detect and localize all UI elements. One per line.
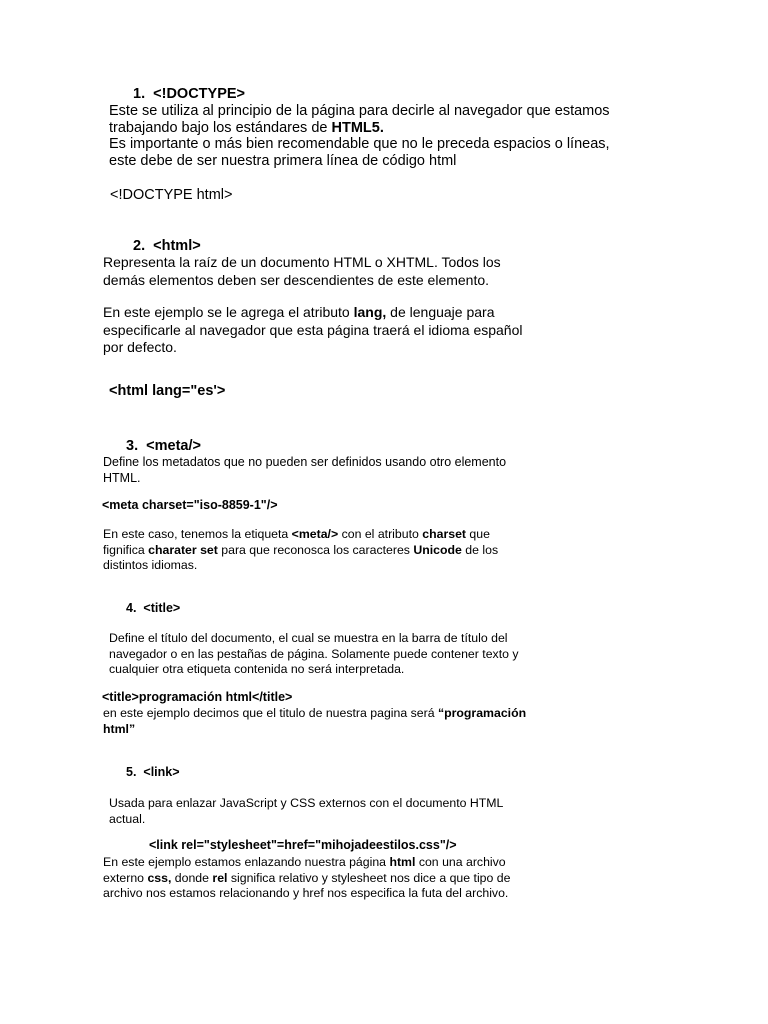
body-line: Define el título del documento, el cual se muestra en la barra de título del <box>109 631 508 645</box>
section-3-body-2 <box>103 527 498 574</box>
body-line: demás elementos deben ser descendientes de este elemento. <box>103 271 490 288</box>
body-line: externo css, donde rel significa relativo y stylesheet nos dice a que tipo de <box>103 870 511 885</box>
section-5-heading: 5. <link> <box>126 765 180 779</box>
body-line: Este se utiliza al principio de la página para decirle al navegador que estamos <box>109 103 610 119</box>
body-line: En este ejemplo se le agrega el atributo lang, de lenguaje para <box>103 304 495 320</box>
section-1-heading <box>133 86 245 103</box>
section-4-body-2 <box>103 706 526 737</box>
body-line: distintos idiomas. <box>103 558 198 573</box>
body-line: cualquier otra etiqueta contenida no será interpretada. <box>109 662 405 677</box>
heading-text: <!DOCTYPE> <box>153 86 246 102</box>
code-sample-3: <meta charset="iso-8859-1"/> <box>102 498 278 512</box>
body-line: navegador o en las pestañas de página. Solamente puede contener texto y <box>109 646 519 661</box>
code-sample-1: <!DOCTYPE html> <box>110 187 233 203</box>
body-line: HTML. <box>103 470 141 485</box>
section-2-heading: 2. <html> <box>133 238 201 254</box>
body-line: html” <box>103 721 136 736</box>
body-line: trabajando bajo los estándares de HTML5. <box>109 119 384 136</box>
section-1-body <box>109 103 610 169</box>
body-line: por defecto. <box>103 339 177 355</box>
body-line: Usada para enlazar JavaScript y CSS externos con el documento HTML <box>109 796 504 810</box>
section-5-body <box>109 796 503 827</box>
body-line: En este caso, tenemos la etiqueta <meta/> con el atributo charset que <box>103 527 490 541</box>
section-5-body-2 <box>103 855 510 902</box>
code-sample-5: <link rel="stylesheet"=href="mihojadeestilos.css"/> <box>149 838 457 852</box>
body-line: Representa la raíz de un documento HTML o XHTML. Todos los <box>103 254 501 270</box>
section-2-body-2 <box>103 304 523 357</box>
section-4-body <box>109 631 519 678</box>
body-line: especificarle al navegador que esta página traerá el idioma español <box>103 321 523 338</box>
section-4-heading: 4. <title> <box>126 601 181 615</box>
body-line: fignifica charater set para que reconosca los caracteres Unicode de los <box>103 542 499 557</box>
body-line: archivo nos estamos relacionando y href nos especifica la futa del archivo. <box>103 886 509 901</box>
body-line: Es importante o más bien recomendable que no le preceda espacios o líneas, <box>109 136 610 152</box>
body-line: este debe de ser nuestra primera línea de código html <box>109 152 457 169</box>
section-3-body <box>103 455 506 486</box>
body-line: en este ejemplo decimos que el titulo de nuestra pagina será “programación <box>103 706 527 720</box>
body-line: actual. <box>109 811 146 826</box>
section-3-heading: 3. <meta/> <box>126 438 201 454</box>
code-sample-4: <title>programación html</title> <box>102 690 293 704</box>
section-2-body <box>103 254 501 289</box>
body-line: En este ejemplo estamos enlazando nuestra página html con una archivo <box>103 855 506 869</box>
heading-number: 1. <box>133 86 146 102</box>
body-line: Define los metadatos que no pueden ser definidos usando otro elemento <box>103 455 507 469</box>
code-sample-2: <html lang="es'> <box>109 383 226 399</box>
